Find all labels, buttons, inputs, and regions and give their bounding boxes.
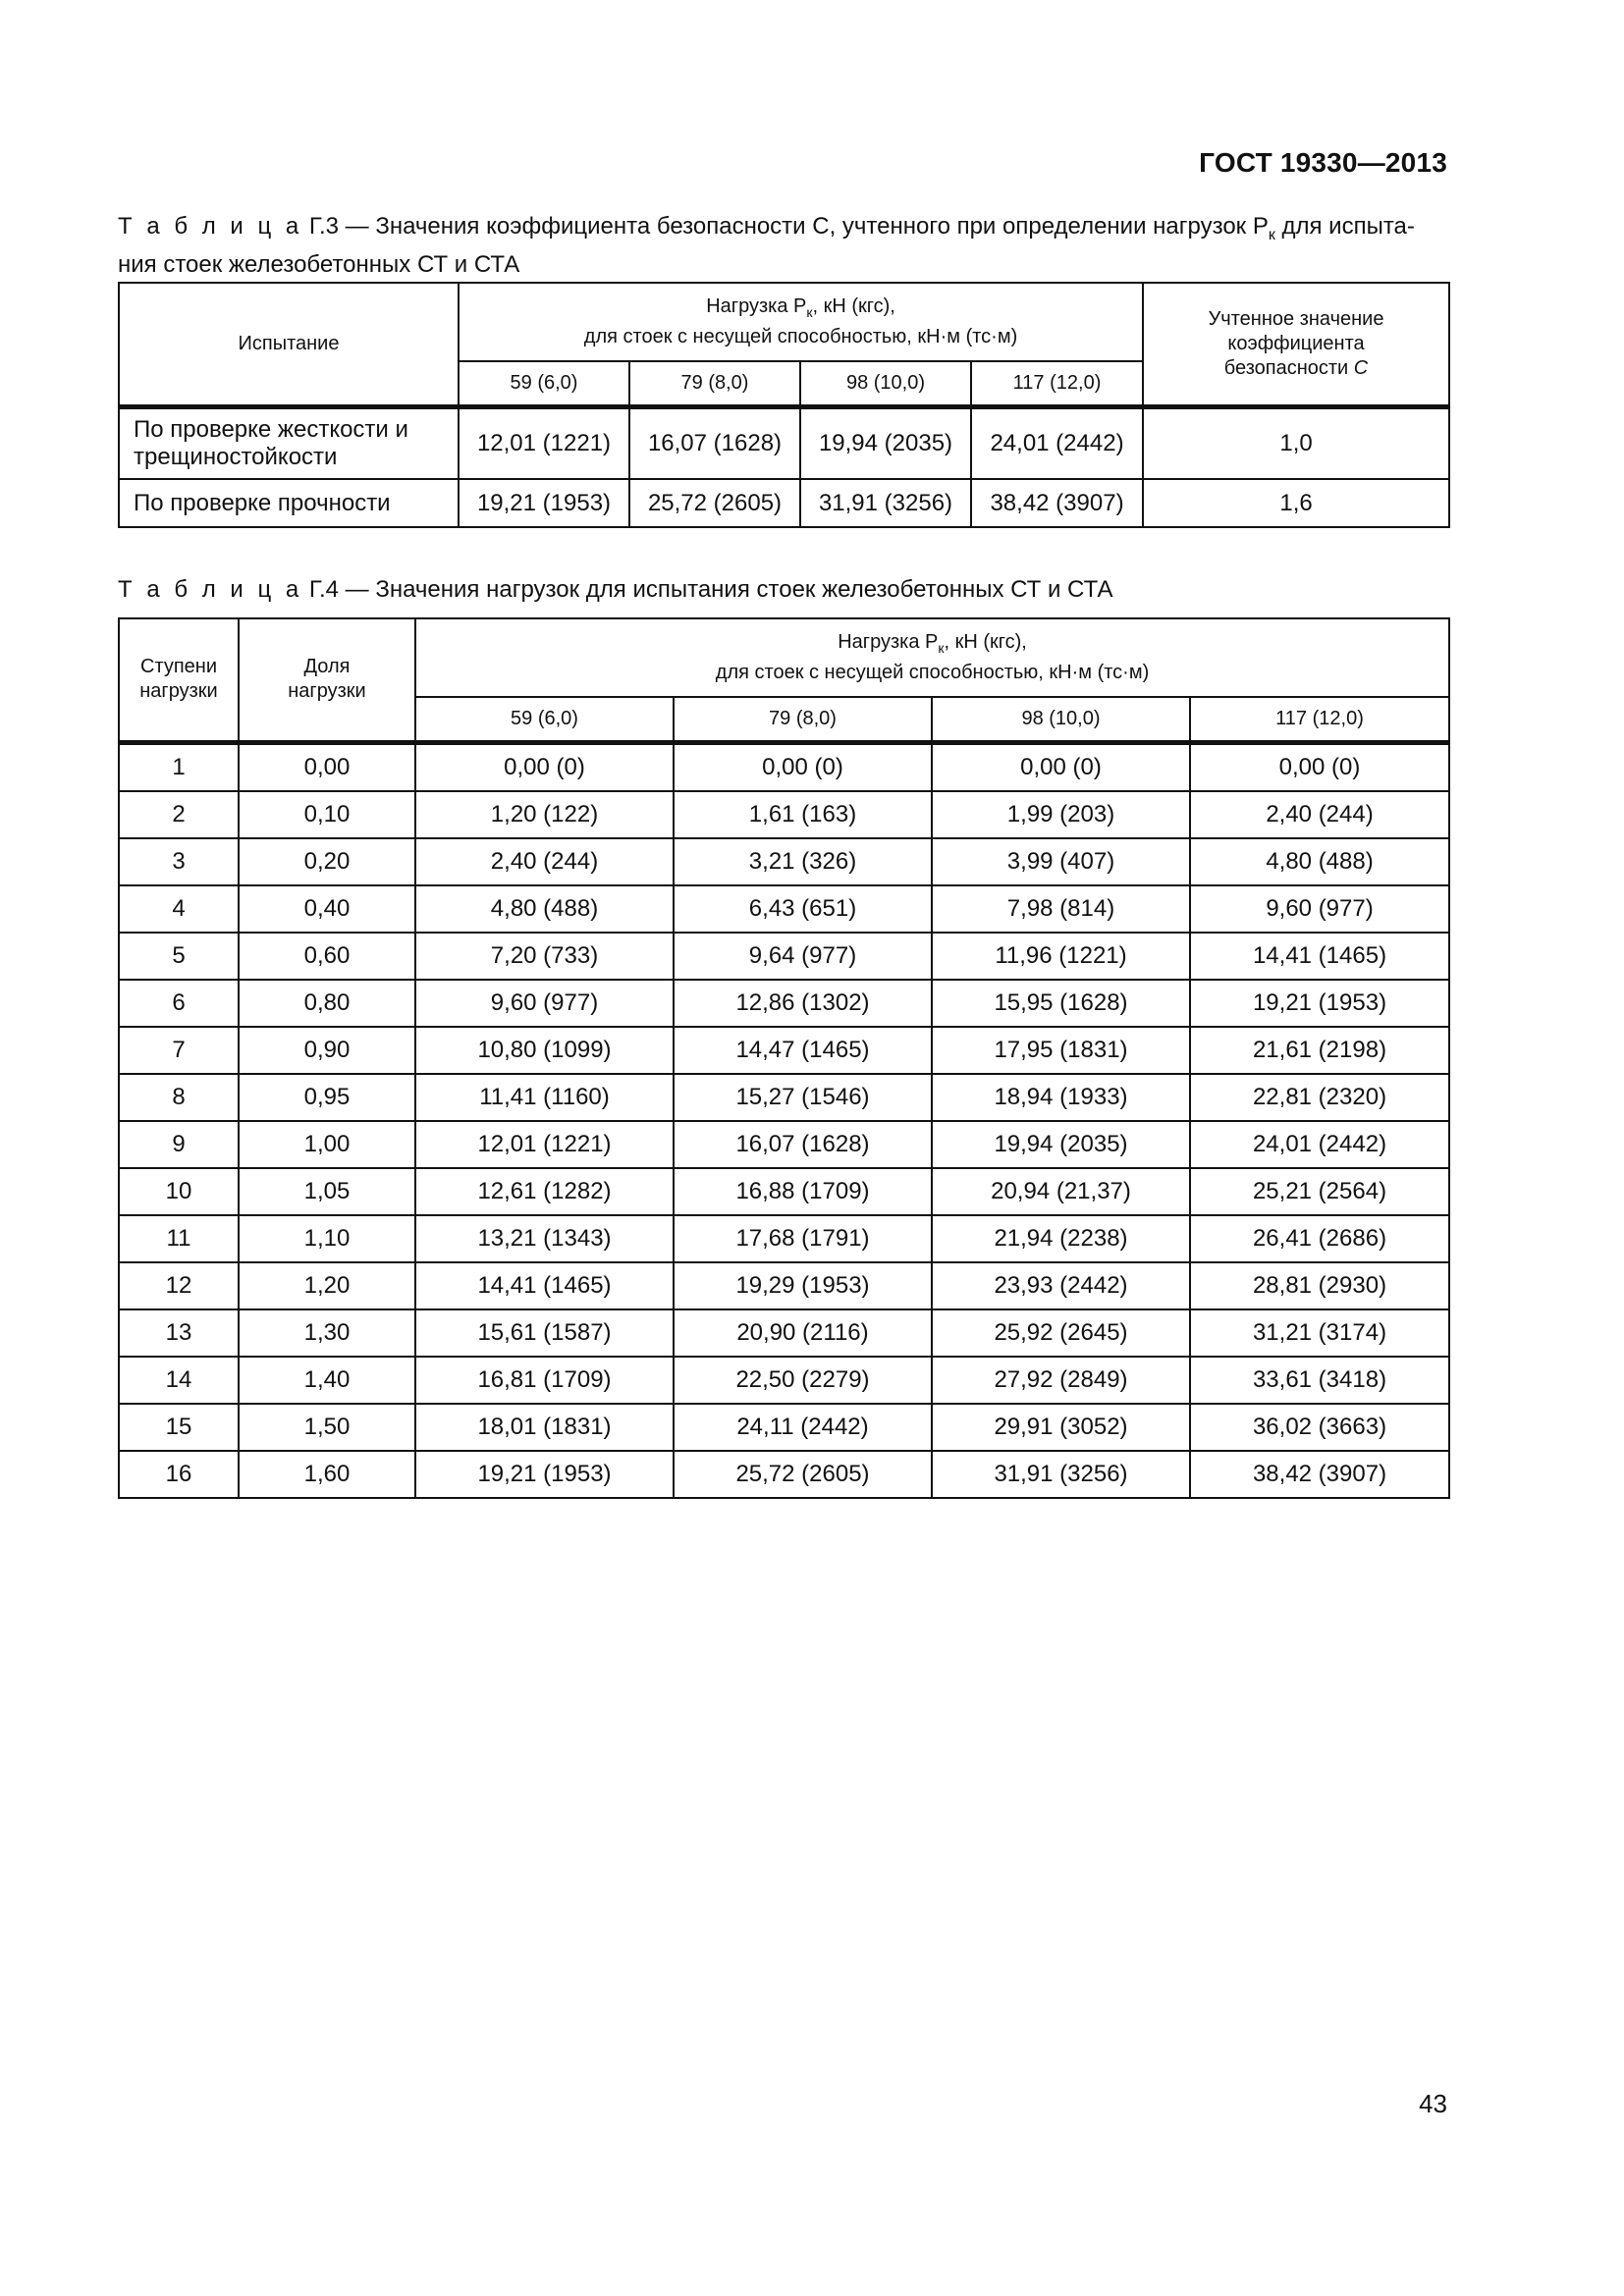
load-cell: 20,94 (21,37): [932, 1168, 1190, 1215]
load-cell: 0,00 (0): [932, 742, 1190, 791]
load-cell: 10,80 (1099): [415, 1027, 674, 1074]
load-cell: 15,95 (1628): [932, 980, 1190, 1027]
load-cell: 25,92 (2645): [932, 1309, 1190, 1357]
stage-cell: 16: [119, 1451, 239, 1498]
row-label: По проверке жесткости и трещиностойкости: [119, 406, 459, 479]
table-row: [119, 406, 1449, 479]
stage-cell: 5: [119, 933, 239, 980]
load-cell: 1,20 (122): [415, 791, 674, 838]
load-cell: 0,00 (0): [415, 742, 674, 791]
header-capacity: 117 (12,0): [1190, 697, 1449, 742]
load-cell: 12,61 (1282): [415, 1168, 674, 1215]
load-cell: 25,72 (2605): [674, 1451, 932, 1498]
header-coef-text: Учтенное значение коэффициента безопасности: [1208, 307, 1384, 379]
table-row: [119, 838, 1449, 885]
table-cell: 24,01 (2442): [971, 406, 1143, 479]
load-cell: 17,95 (1831): [932, 1027, 1190, 1074]
caption-text: Г.3 — Значения коэффициента безопасности С, учтенного при определении нагрузок P: [302, 213, 1269, 240]
table-row: [119, 1404, 1449, 1451]
load-cell: 15,61 (1587): [415, 1309, 674, 1357]
share-cell: 1,40: [239, 1357, 415, 1404]
header-load-suffix: , кН (кгс),: [944, 631, 1027, 653]
load-cell: 14,41 (1465): [415, 1262, 674, 1309]
stage-cell: 2: [119, 791, 239, 838]
load-cell: 24,11 (2442): [674, 1404, 932, 1451]
table-row: [119, 742, 1449, 791]
stage-cell: 8: [119, 1074, 239, 1121]
load-cell: 3,99 (407): [932, 838, 1190, 885]
header-capacity: 98 (10,0): [932, 697, 1190, 742]
load-cell: 38,42 (3907): [1190, 1451, 1449, 1498]
share-cell: 0,80: [239, 980, 415, 1027]
header-load: [459, 283, 1143, 361]
load-cell: 16,07 (1628): [674, 1121, 932, 1168]
header-capacity: 59 (6,0): [415, 697, 674, 742]
load-cell: 26,41 (2686): [1190, 1215, 1449, 1262]
load-cell: 14,47 (1465): [674, 1027, 932, 1074]
stage-cell: 15: [119, 1404, 239, 1451]
header-coef-var: C: [1353, 356, 1369, 379]
table-row: [119, 1121, 1449, 1168]
stage-cell: 14: [119, 1357, 239, 1404]
header-load-suffix: , кН (кгс),: [812, 295, 895, 317]
load-cell: 11,96 (1221): [932, 933, 1190, 980]
load-cell: 28,81 (2930): [1190, 1262, 1449, 1309]
table-row: [119, 1215, 1449, 1262]
header-load-sub: к: [938, 640, 945, 656]
load-cell: 29,91 (3052): [932, 1404, 1190, 1451]
load-cell: 6,43 (651): [674, 885, 932, 933]
stage-cell: 6: [119, 980, 239, 1027]
load-cell: 11,41 (1160): [415, 1074, 674, 1121]
caption-label: Т а б л и ц а: [118, 213, 303, 240]
load-cell: 7,98 (814): [932, 885, 1190, 933]
table-cell: 12,01 (1221): [459, 406, 629, 479]
load-cell: 4,80 (488): [1190, 838, 1449, 885]
share-cell: 1,10: [239, 1215, 415, 1262]
load-cell: 27,92 (2849): [932, 1357, 1190, 1404]
table-row: [119, 1451, 1449, 1498]
table-cell: 25,72 (2605): [629, 479, 800, 527]
table-cell: 31,91 (3256): [800, 479, 971, 527]
stage-cell: 3: [119, 838, 239, 885]
share-cell: 0,10: [239, 791, 415, 838]
load-cell: 33,61 (3418): [1190, 1357, 1449, 1404]
header-capacity: 117 (12,0): [971, 361, 1143, 406]
table-row: [119, 479, 1449, 527]
load-cell: 12,01 (1221): [415, 1121, 674, 1168]
share-cell: 0,90: [239, 1027, 415, 1074]
share-cell: 1,00: [239, 1121, 415, 1168]
load-cell: 19,21 (1953): [1190, 980, 1449, 1027]
stage-cell: 11: [119, 1215, 239, 1262]
load-cell: 19,21 (1953): [415, 1451, 674, 1498]
share-cell: 1,60: [239, 1451, 415, 1498]
load-cell: 0,00 (0): [674, 742, 932, 791]
stage-cell: 9: [119, 1121, 239, 1168]
table-row: [119, 885, 1449, 933]
table-g4-caption: [118, 575, 1447, 605]
caption-subscript: к: [1268, 226, 1275, 243]
table-cell: 19,21 (1953): [459, 479, 629, 527]
load-cell: 25,21 (2564): [1190, 1168, 1449, 1215]
load-cell: 13,21 (1343): [415, 1215, 674, 1262]
stage-cell: 7: [119, 1027, 239, 1074]
share-cell: 1,05: [239, 1168, 415, 1215]
header-load-prefix: Нагрузка P: [706, 295, 807, 317]
table-cell: 19,94 (2035): [800, 406, 971, 479]
table-row: [119, 980, 1449, 1027]
load-cell: 9,64 (977): [674, 933, 932, 980]
share-cell: 1,30: [239, 1309, 415, 1357]
share-cell: 0,95: [239, 1074, 415, 1121]
load-cell: 2,40 (244): [1190, 791, 1449, 838]
stage-cell: 13: [119, 1309, 239, 1357]
load-cell: 19,94 (2035): [932, 1121, 1190, 1168]
table-row: [119, 1074, 1449, 1121]
header-load: [415, 618, 1449, 697]
header-load-line2: для стоек с несущей способностью, кН·м (тс·м): [583, 326, 1018, 347]
table-g4: [118, 617, 1450, 1499]
caption-text: Г.4 — Значения нагрузок для испытания стоек железобетонных СТ и СТА: [302, 576, 1113, 603]
caption-rest: для испыта-ния стоек железобетонных СТ и СТА: [118, 213, 1415, 278]
header-capacity: 79 (8,0): [674, 697, 932, 742]
header-load-line2: для стоек с несущей способностью, кН·м (тс·м): [715, 662, 1150, 683]
header-load-prefix: Нагрузка P: [838, 631, 939, 653]
load-cell: 14,41 (1465): [1190, 933, 1449, 980]
stage-cell: 10: [119, 1168, 239, 1215]
load-cell: 4,80 (488): [415, 885, 674, 933]
load-cell: 19,29 (1953): [674, 1262, 932, 1309]
load-cell: 16,81 (1709): [415, 1357, 674, 1404]
table-row: [119, 933, 1449, 980]
share-cell: 0,20: [239, 838, 415, 885]
load-cell: 31,21 (3174): [1190, 1309, 1449, 1357]
table-g3: [118, 282, 1450, 528]
share-cell: 0,60: [239, 933, 415, 980]
load-cell: 9,60 (977): [415, 980, 674, 1027]
load-cell: 36,02 (3663): [1190, 1404, 1449, 1451]
load-cell: 2,40 (244): [415, 838, 674, 885]
table-row: [119, 1027, 1449, 1074]
table-cell: 38,42 (3907): [971, 479, 1143, 527]
load-cell: 17,68 (1791): [674, 1215, 932, 1262]
load-cell: 24,01 (2442): [1190, 1121, 1449, 1168]
stage-cell: 4: [119, 885, 239, 933]
table-g3-caption: [118, 212, 1447, 280]
stage-cell: 12: [119, 1262, 239, 1309]
header-capacity: 98 (10,0): [800, 361, 971, 406]
load-cell: 7,20 (733): [415, 933, 674, 980]
load-cell: 18,01 (1831): [415, 1404, 674, 1451]
table-row: [119, 1357, 1449, 1404]
share-cell: 0,00: [239, 742, 415, 791]
load-cell: 31,91 (3256): [932, 1451, 1190, 1498]
load-cell: 16,88 (1709): [674, 1168, 932, 1215]
load-cell: 12,86 (1302): [674, 980, 932, 1027]
page-number: 43: [1419, 2089, 1447, 2118]
document-id: ГОСТ 19330—2013: [1199, 147, 1447, 178]
header-load-sub: к: [806, 304, 813, 320]
header-stage: Ступени нагрузки: [119, 618, 239, 742]
row-label: По проверке прочности: [119, 479, 459, 527]
share-cell: 1,20: [239, 1262, 415, 1309]
load-cell: 1,61 (163): [674, 791, 932, 838]
share-cell: 0,40: [239, 885, 415, 933]
header-capacity: 59 (6,0): [459, 361, 629, 406]
load-cell: 21,61 (2198): [1190, 1027, 1449, 1074]
table-row: [119, 1168, 1449, 1215]
load-cell: 9,60 (977): [1190, 885, 1449, 933]
load-cell: 15,27 (1546): [674, 1074, 932, 1121]
table-row: [119, 1309, 1449, 1357]
load-cell: 0,00 (0): [1190, 742, 1449, 791]
header-test: Испытание: [119, 283, 459, 406]
coef-cell: 1,6: [1143, 479, 1449, 527]
load-cell: 22,50 (2279): [674, 1357, 932, 1404]
header-share: Доля нагрузки: [239, 618, 415, 742]
stage-cell: 1: [119, 742, 239, 791]
load-cell: 23,93 (2442): [932, 1262, 1190, 1309]
share-cell: 1,50: [239, 1404, 415, 1451]
caption-label: Т а б л и ц а: [118, 576, 303, 603]
load-cell: 18,94 (1933): [932, 1074, 1190, 1121]
header-coef: [1143, 283, 1449, 406]
load-cell: 22,81 (2320): [1190, 1074, 1449, 1121]
table-row: [119, 791, 1449, 838]
load-cell: 1,99 (203): [932, 791, 1190, 838]
load-cell: 21,94 (2238): [932, 1215, 1190, 1262]
coef-cell: 1,0: [1143, 406, 1449, 479]
table-cell: 16,07 (1628): [629, 406, 800, 479]
header-capacity: 79 (8,0): [629, 361, 800, 406]
table-row: [119, 1262, 1449, 1309]
load-cell: 20,90 (2116): [674, 1309, 932, 1357]
load-cell: 3,21 (326): [674, 838, 932, 885]
